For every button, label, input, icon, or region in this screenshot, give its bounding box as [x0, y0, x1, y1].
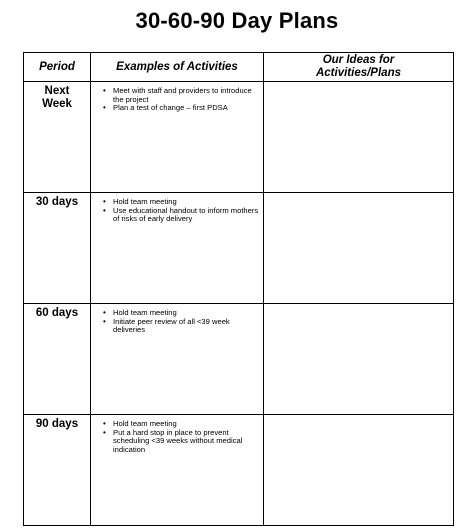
activity-item: • Put a hard stop in place to prevent scheduling <39 weeks without medical indication [113, 429, 263, 455]
period-cell [24, 304, 91, 415]
ideas-cell[interactable] [264, 82, 454, 193]
period-cell [24, 193, 91, 304]
header-period: Period [24, 53, 91, 82]
activities-list [91, 198, 263, 224]
header-ideas [264, 53, 454, 82]
header-ideas-line2: Activities/Plans [315, 67, 401, 79]
table-row [24, 415, 454, 526]
period-label: 90 days [35, 418, 79, 430]
period-cell [24, 415, 91, 526]
ideas-cell[interactable] [264, 415, 454, 526]
activity-item: • Hold team meeting [113, 198, 263, 207]
period-label: Week [42, 98, 72, 110]
activities-cell [91, 304, 264, 415]
activity-item: • Hold team meeting [113, 309, 263, 318]
header-ideas-line1: Our Ideas for [322, 54, 395, 66]
activities-cell [91, 82, 264, 193]
activities-cell [91, 415, 264, 526]
activities-list [91, 420, 263, 454]
period-cell [24, 82, 91, 193]
table-header-row [24, 53, 454, 82]
ideas-cell[interactable] [264, 304, 454, 415]
table-row [24, 82, 454, 193]
activities-cell [91, 193, 264, 304]
activities-list [91, 309, 263, 335]
activity-item: • Use educational handout to inform mothers of risks of early delivery [113, 207, 263, 224]
activity-item: • Initiate peer review of all <39 week deliveries [113, 318, 263, 335]
period-label: 30 days [35, 196, 79, 208]
activity-item: • Hold team meeting [113, 420, 263, 429]
page-title: 30-60-90 Day Plans [135, 8, 339, 33]
table-row [24, 304, 454, 415]
header-examples: Examples of Activities [91, 53, 264, 82]
activity-item: • Meet with staff and providers to introduce the project [113, 87, 263, 104]
plan-table [23, 52, 454, 526]
period-label: 60 days [35, 307, 79, 319]
period-label: Next [44, 85, 70, 97]
activities-list [91, 87, 263, 113]
table-row [24, 193, 454, 304]
activity-item: • Plan a test of change – first PDSA [113, 104, 263, 113]
ideas-cell[interactable] [264, 193, 454, 304]
